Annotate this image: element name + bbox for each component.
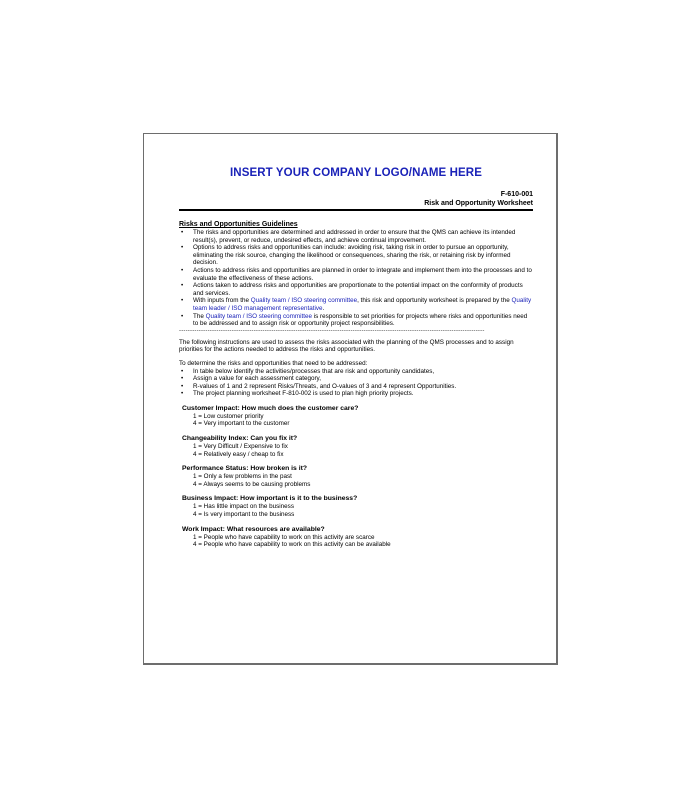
criterion-scale-line: 4 = Always seems to be causing problems bbox=[193, 480, 311, 488]
criterion-scale-line: 1 = People who have capability to work on this activity are scarce bbox=[193, 533, 375, 541]
criterion-scale-line: 4 = Is very important to the business bbox=[193, 511, 295, 519]
guidelines-title: Risks and Opportunities Guidelines bbox=[179, 221, 298, 228]
guideline-text: Options to address risks and opportunities can include: avoiding risk, taking risk in order to pursue an opportunity, eliminating the risk source, changing the likelihood or consequences, sharing the risk, or retaining risk by informed decision. bbox=[193, 244, 511, 267]
bullet-icon: • bbox=[181, 244, 184, 252]
guideline-text: The bbox=[193, 312, 206, 320]
instructions-lead: To determine the risks and opportunities that need to be addressed: bbox=[179, 359, 368, 367]
bullet-icon: • bbox=[181, 375, 184, 383]
guideline-text: With inputs from the bbox=[193, 297, 251, 305]
step-text: In table below identify the activities/processes that are risk and opportunity candidates, bbox=[193, 367, 435, 375]
guideline-item bbox=[179, 313, 533, 328]
document-page bbox=[143, 133, 558, 665]
guideline-text: , this risk and opportunity worksheet is prepared by the bbox=[357, 297, 512, 305]
criterion-scale-line: 4 = People who have capability to work on this activity can be available bbox=[193, 541, 391, 549]
criterion-heading: Performance Status: How broken is it? bbox=[182, 465, 308, 473]
assessment-criteria bbox=[179, 405, 533, 549]
guideline-text: . bbox=[322, 304, 325, 312]
role-link-text: Quality team leader / ISO management representative bbox=[193, 297, 532, 312]
role-link-text: Quality team / ISO steering committee bbox=[205, 312, 312, 320]
step-text: Assign a value for each assessment category, bbox=[193, 375, 321, 383]
company-logo-placeholder: INSERT YOUR COMPANY LOGO/NAME HERE bbox=[230, 167, 482, 179]
criterion-scale-line: 1 = Has little impact on the business bbox=[193, 503, 294, 511]
criterion-block bbox=[182, 465, 533, 488]
instructions-intro: The following instructions are used to assess the risks associated with the planning of the QMS processes and to assign priorities for the actions needed to address the risks and opportunities. bbox=[179, 338, 514, 354]
step-text: The project planning worksheet F-810-002 is used to plan high priority projects. bbox=[193, 390, 414, 398]
criterion-heading: Business Impact: How important is it to the business? bbox=[182, 495, 358, 503]
bullet-icon: • bbox=[181, 229, 184, 236]
guideline-text: Actions to address risks and opportunities are planned in order to integrate and implement them into the processes and to evaluate the effectiveness of these actions. bbox=[193, 266, 532, 282]
step-text: R-values of 1 and 2 represent Risks/Threats, and O-values of 3 and 4 represent Opportunities. bbox=[193, 382, 457, 390]
guideline-item bbox=[179, 282, 533, 297]
criterion-scale-line: 4 = Very important to the customer bbox=[193, 420, 290, 428]
criterion-heading: Work Impact: What resources are available? bbox=[182, 525, 325, 533]
bullet-icon: • bbox=[181, 312, 184, 320]
criterion-heading: Customer Impact: How much does the customer care? bbox=[182, 404, 359, 412]
criterion-block bbox=[182, 495, 533, 518]
criterion-block bbox=[182, 526, 533, 549]
bullet-icon: • bbox=[181, 367, 184, 375]
guideline-item bbox=[179, 267, 533, 282]
bullet-icon: • bbox=[181, 282, 184, 290]
document-content bbox=[179, 167, 533, 556]
guideline-item bbox=[179, 297, 533, 312]
header-rule bbox=[179, 209, 533, 211]
guideline-text: The risks and opportunities are determined and addressed in order to ensure that the QMS can achieve its intended result(s), prevent, or reduce, undesired effects, and achieve continual improvement. bbox=[193, 229, 516, 244]
document-number: F-610-001 bbox=[500, 191, 533, 198]
criterion-scale-line: 1 = Very Difficult / Expensive to fix bbox=[193, 443, 288, 451]
role-link-text: Quality team / ISO steering committee bbox=[250, 297, 358, 305]
guideline-text: Actions taken to address risks and opportunities are proportionate to the potential impact on the conformity of products and services. bbox=[193, 282, 523, 297]
instructions-steps bbox=[179, 368, 533, 398]
criterion-block bbox=[182, 435, 533, 458]
guideline-item bbox=[179, 244, 533, 267]
criterion-heading: Changeability Index: Can you fix it? bbox=[182, 435, 298, 443]
bullet-icon: • bbox=[181, 266, 184, 274]
criterion-scale-line: 1 = Only a few problems in the past bbox=[193, 473, 292, 481]
instruction-step bbox=[179, 390, 533, 398]
bullet-icon: • bbox=[181, 382, 184, 390]
bullet-icon: • bbox=[181, 297, 184, 305]
criterion-block bbox=[182, 405, 533, 428]
guidelines-list bbox=[179, 229, 533, 328]
instruction-step bbox=[179, 368, 533, 376]
criterion-scale-line: 4 = Relatively easy / cheap to fix bbox=[193, 450, 284, 458]
instruction-step bbox=[179, 383, 533, 391]
bullet-icon: • bbox=[181, 390, 184, 398]
guideline-text: is responsible to set priorities for projects where risks and opportunities need to be addressed and to assign risk or opportunity project responsibilities. bbox=[193, 312, 528, 328]
guideline-item bbox=[179, 229, 533, 244]
instruction-step bbox=[179, 375, 533, 383]
document-title: Risk and Opportunity Worksheet bbox=[424, 199, 533, 207]
criterion-scale-line: 1 = Low customer priority bbox=[193, 412, 264, 420]
separator-line: ------------------------------------------------------------------------------------------------------------------------------------------- bbox=[179, 327, 485, 334]
